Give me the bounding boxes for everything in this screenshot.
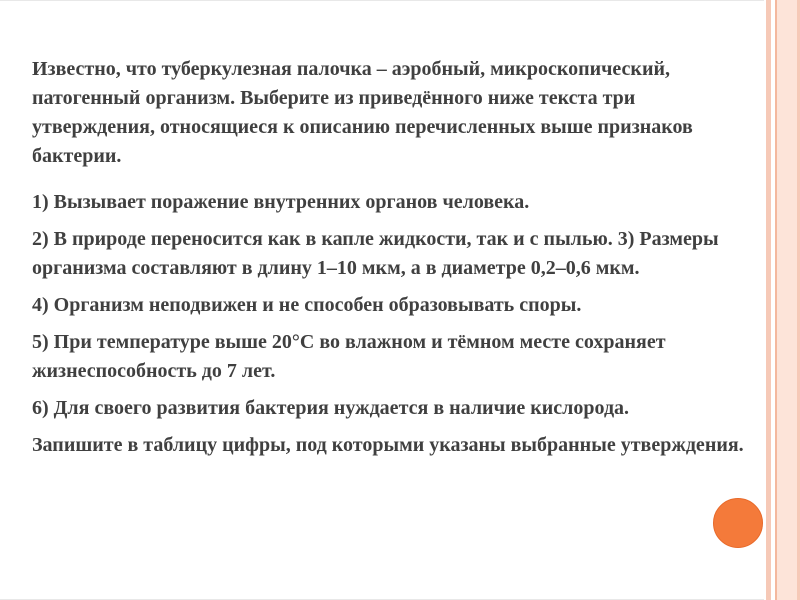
statement-1: 1) Вызывает поражение внутренних органов человека. (32, 191, 530, 213)
statement-5: 5) При температуре выше 20°С во влажном и тёмном месте сохраняет жизнеспособность до 7 лет. (32, 331, 666, 382)
task-intro: Известно, что туберкулезная палочка – аэробный, микроскопический, патогенный организм. Выберите из приведённого ниже текста три утверждения, относящиеся к описанию перечисленных выше признаков бактерии. (32, 58, 693, 167)
decorative-circle (713, 498, 763, 548)
statement-2-3: 2) В природе переносится как в капле жидкости, так и с пылью. 3) Размеры организма составляют в длину 1–10 мкм, а в диаметре 0,2–0,6 мкм. (32, 228, 719, 279)
decorative-stripe (766, 0, 771, 600)
task-instruction: Запишите в таблицу цифры, под которыми указаны выбранные утверждения. (32, 434, 744, 456)
slide-text-block (32, 55, 752, 468)
decorative-stripe (777, 0, 797, 600)
statement-6: 6) Для своего развития бактерия нуждается в наличие кислорода. (32, 397, 630, 419)
statement-4: 4) Организм неподвижен и не способен образовывать споры. (32, 294, 582, 316)
